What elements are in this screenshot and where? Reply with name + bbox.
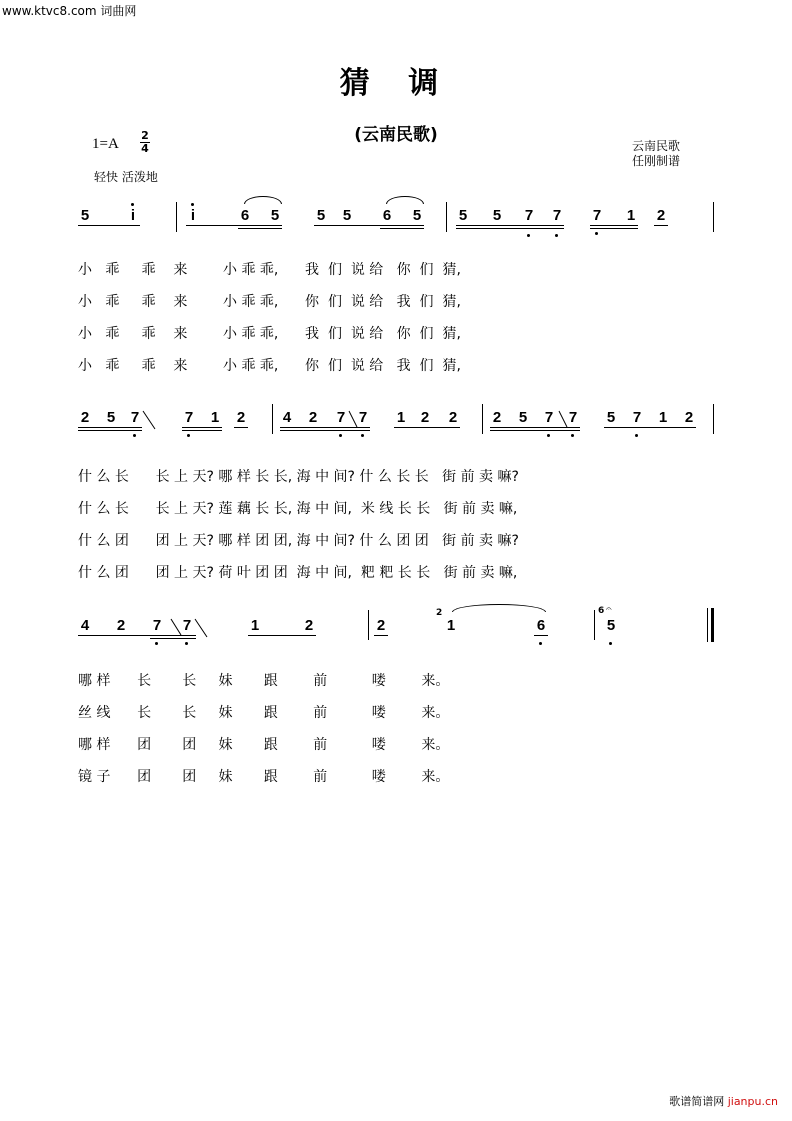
lyric-line: 哪 样 长 长 妹 跟 前 喽 来。 bbox=[78, 673, 450, 689]
final-barline-thin bbox=[707, 608, 708, 642]
note: 7 bbox=[568, 409, 578, 426]
key-signature: 1=A bbox=[92, 136, 119, 152]
lyric-line: 哪 样 团 团 妹 跟 前 喽 来。 bbox=[78, 737, 450, 753]
note: 7 bbox=[552, 207, 562, 224]
lyric-line: 小 乖 乖 来 小 乖 乖, 你 们 说 给 我 们 猜, bbox=[78, 358, 461, 374]
low-dot bbox=[609, 642, 612, 645]
underline bbox=[182, 427, 222, 428]
note: 7 bbox=[336, 409, 346, 426]
slur bbox=[386, 196, 424, 204]
note: 5 bbox=[106, 409, 116, 426]
note: 1 bbox=[250, 617, 260, 634]
underline bbox=[374, 635, 388, 636]
note: 7 bbox=[544, 409, 554, 426]
note: 1 bbox=[446, 617, 456, 634]
note: 2 bbox=[684, 409, 694, 426]
glissando-mark bbox=[142, 410, 156, 430]
note: 5 bbox=[316, 207, 326, 224]
note: 2 bbox=[116, 617, 126, 634]
lyric-line: 小 乖 乖 来 小 乖 乖, 我 们 说 给 你 们 猜, bbox=[78, 262, 461, 278]
footer-watermark bbox=[669, 1093, 778, 1109]
underline bbox=[78, 427, 142, 428]
lyric-line: 小 乖 乖 来 小 乖 乖, 你 们 说 给 我 们 猜, bbox=[78, 294, 461, 310]
footer-label: 歌谱简谱网 bbox=[669, 1095, 725, 1108]
note: 5 bbox=[606, 617, 616, 634]
note: 5 bbox=[518, 409, 528, 426]
note: 7 bbox=[184, 409, 194, 426]
fermata-icon: 𝄐 bbox=[606, 604, 612, 615]
lyric-line: 镜 子 团 团 妹 跟 前 喽 来。 bbox=[78, 769, 450, 785]
high-dot bbox=[131, 203, 134, 206]
underline bbox=[654, 225, 668, 226]
barline bbox=[272, 404, 273, 434]
barline bbox=[594, 610, 595, 640]
low-dot bbox=[361, 434, 364, 437]
underline bbox=[394, 427, 460, 428]
underline bbox=[234, 427, 248, 428]
underline bbox=[490, 430, 580, 431]
final-barline-thick bbox=[711, 608, 714, 642]
note: 1 bbox=[626, 207, 636, 224]
song-title: 猜 调 bbox=[339, 66, 453, 101]
origin-credit: 云南民歌 bbox=[632, 139, 681, 153]
low-dot bbox=[539, 642, 542, 645]
low-dot bbox=[547, 434, 550, 437]
note: 5 bbox=[492, 207, 502, 224]
note: 1 bbox=[396, 409, 406, 426]
barline bbox=[368, 610, 369, 640]
underline bbox=[380, 228, 424, 229]
note: 7 bbox=[182, 617, 192, 634]
barline bbox=[176, 202, 177, 232]
lyric-line: 什 么 长 长 上 天? 莲 藕 长 长, 海 中 间, 米 线 长 长 街 前 卖 嘛, bbox=[78, 501, 518, 517]
underline bbox=[280, 430, 370, 431]
note: 5 bbox=[342, 207, 352, 224]
underline bbox=[182, 430, 222, 431]
barline bbox=[446, 202, 447, 232]
slur bbox=[244, 196, 282, 204]
low-dot bbox=[571, 434, 574, 437]
low-dot bbox=[527, 234, 530, 237]
underline bbox=[238, 228, 282, 229]
lyric-line: 什 么 团 团 上 天? 荷 叶 团 团 海 中 间, 粑 粑 长 长 街 前 卖 嘛, bbox=[78, 565, 518, 581]
underline bbox=[248, 635, 316, 636]
underline bbox=[590, 228, 638, 229]
note: 2 bbox=[80, 409, 90, 426]
lyric-line: 什 么 长 长 上 天? 哪 样 长 长, 海 中 间? 什 么 长 长 街 前 卖 嘛? bbox=[78, 469, 519, 485]
underline bbox=[456, 228, 564, 229]
underline bbox=[314, 225, 424, 226]
underline bbox=[186, 225, 282, 226]
note: 1 bbox=[210, 409, 220, 426]
underline bbox=[78, 635, 196, 636]
note: 7 bbox=[130, 409, 140, 426]
low-dot bbox=[635, 434, 638, 437]
grace-note: 6 bbox=[598, 606, 605, 616]
low-dot bbox=[155, 642, 158, 645]
note: 6 bbox=[382, 207, 392, 224]
note: 7 bbox=[152, 617, 162, 634]
underline bbox=[534, 635, 548, 636]
note: 7 bbox=[592, 207, 602, 224]
note: i bbox=[130, 207, 136, 224]
note: 2 bbox=[420, 409, 430, 426]
note: 4 bbox=[282, 409, 292, 426]
note: 5 bbox=[80, 207, 90, 224]
note: 2 bbox=[448, 409, 458, 426]
note: 4 bbox=[80, 617, 90, 634]
underline bbox=[150, 638, 196, 639]
note: 2 bbox=[304, 617, 314, 634]
site-watermark: www.ktvc8.com 词曲网 bbox=[2, 4, 137, 18]
note: 5 bbox=[458, 207, 468, 224]
note: 2 bbox=[492, 409, 502, 426]
low-dot bbox=[133, 434, 136, 437]
low-dot bbox=[555, 234, 558, 237]
credits bbox=[632, 139, 680, 169]
grace-note: 2 bbox=[436, 608, 443, 618]
time-top: 2 bbox=[141, 129, 149, 142]
underline bbox=[456, 225, 564, 226]
note: 2 bbox=[656, 207, 666, 224]
glissando-mark bbox=[194, 618, 208, 638]
note: 6 bbox=[536, 617, 546, 634]
lyric-line: 什 么 团 团 上 天? 哪 样 团 团, 海 中 间? 什 么 团 团 街 前 卖 嘛? bbox=[78, 533, 519, 549]
note: 5 bbox=[606, 409, 616, 426]
note: 5 bbox=[270, 207, 280, 224]
low-dot bbox=[339, 434, 342, 437]
underline bbox=[590, 225, 638, 226]
note: 2 bbox=[376, 617, 386, 634]
high-dot bbox=[191, 203, 194, 206]
footer-url: jianpu.cn bbox=[727, 1095, 778, 1108]
tempo-marking: 轻快 活泼地 bbox=[94, 170, 158, 184]
note: 5 bbox=[412, 207, 422, 224]
song-subtitle: (云南民歌) bbox=[354, 125, 438, 145]
lyric-line: 小 乖 乖 来 小 乖 乖, 我 们 说 给 你 们 猜, bbox=[78, 326, 461, 342]
note: 7 bbox=[358, 409, 368, 426]
underline bbox=[490, 427, 580, 428]
note: 7 bbox=[524, 207, 534, 224]
barline bbox=[482, 404, 483, 434]
underline bbox=[280, 427, 370, 428]
barline bbox=[713, 404, 714, 434]
arranger-credit: 任刚制谱 bbox=[632, 154, 681, 168]
underline bbox=[78, 225, 140, 226]
note: 7 bbox=[632, 409, 642, 426]
low-dot bbox=[185, 642, 188, 645]
low-dot bbox=[187, 434, 190, 437]
time-bottom: 4 bbox=[141, 142, 149, 155]
low-dot bbox=[595, 232, 598, 235]
note: 6 bbox=[240, 207, 250, 224]
tie bbox=[452, 604, 546, 612]
note: i bbox=[190, 207, 196, 224]
time-signature bbox=[140, 130, 150, 155]
underline bbox=[604, 427, 696, 428]
note: 2 bbox=[236, 409, 246, 426]
barline bbox=[713, 202, 714, 232]
underline bbox=[78, 430, 142, 431]
note: 1 bbox=[658, 409, 668, 426]
lyric-line: 丝 线 长 长 妹 跟 前 喽 来。 bbox=[78, 705, 450, 721]
note: 2 bbox=[308, 409, 318, 426]
